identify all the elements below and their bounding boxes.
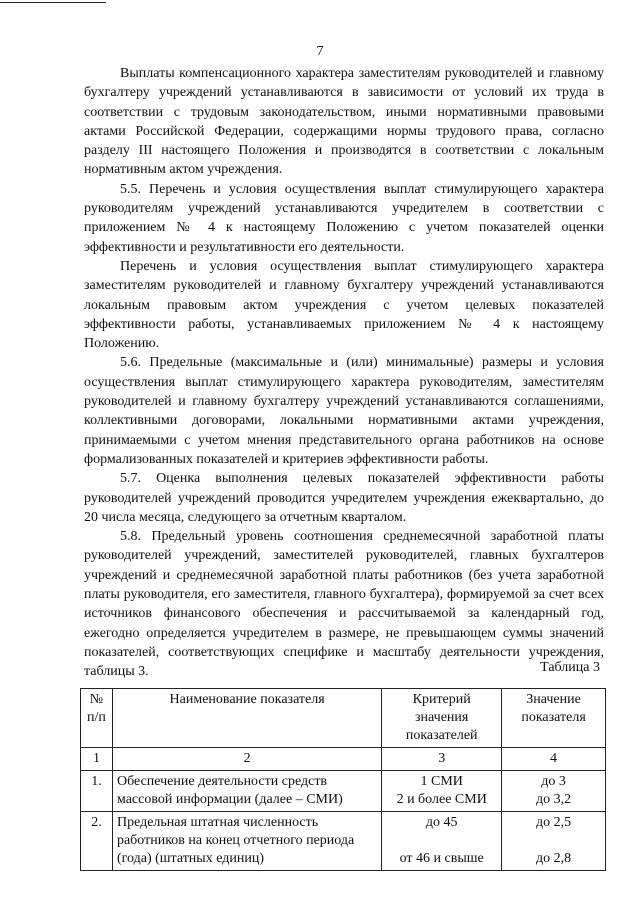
value-item: до 2,5 — [535, 815, 572, 830]
col-number: 3 — [382, 748, 502, 771]
row-values — [502, 812, 606, 871]
col-number: 1 — [81, 748, 113, 771]
values-stack — [506, 814, 601, 868]
header-name: Наименование показателя — [112, 689, 381, 748]
table-caption: Таблица 3 — [540, 660, 600, 675]
paragraph-stimulus-deputies: Перечень и условия осуществления выплат стимулирующего характера заместителям руководителей и главному бухгалтеру учреждений устанавливаются локальным правовым актом учреждения с учетом целевых показателей эффективности работы, устанавливаемых приложением № 4 к настоящему Положению. — [84, 258, 604, 352]
row-name: Предельная штатная численность работников на конец отчетного периода (года) (штатных единиц) — [112, 812, 381, 871]
header-value: Значение показателя — [502, 689, 606, 748]
table-header-row — [81, 689, 606, 748]
header-criteria: Критерий значения показателей — [382, 689, 502, 748]
criteria-item: до 45 — [425, 815, 458, 830]
criteria-item: 2 и более СМИ — [396, 792, 487, 807]
row-number: 2. — [81, 812, 113, 871]
row-values — [502, 771, 606, 812]
table-column-numbers-row — [81, 748, 606, 771]
row-criteria — [382, 812, 502, 871]
criteria-item: от 46 и свыше — [399, 851, 484, 866]
row-name: Обеспечение деятельности средств массовой информации (далее – СМИ) — [112, 771, 381, 812]
col-number: 4 — [502, 748, 606, 771]
header-num: № п/п — [81, 689, 113, 748]
value-item: до 3,2 — [535, 792, 572, 807]
criteria-stack — [386, 814, 497, 868]
table-row — [81, 812, 606, 871]
col-number: 2 — [112, 748, 381, 771]
paragraph-5-7: 5.7. Оценка выполнения целевых показателей эффективности работы руководителей учреждений проводится учредителем учреждения ежеквартально, до 20 числа месяца, следующего за отчетным кварталом. — [84, 471, 604, 525]
table-row — [81, 771, 606, 812]
document-body — [84, 64, 604, 682]
top-rule — [0, 2, 106, 3]
row-number: 1. — [81, 771, 113, 812]
value-item: до 2,8 — [535, 851, 572, 866]
row-criteria — [382, 771, 502, 812]
value-item: до 3 — [541, 774, 566, 789]
page-number: 7 — [316, 44, 324, 59]
paragraph-5-6: 5.6. Предельные (максимальные и (или) минимальные) размеры и условия осуществления выплат стимулирующего характера руководителям, заместителям руководителей и главному бухгалтеру учреждений устанавливаются соглашениями, коллективными договорами, локальными нормативными актами учреждения, принимаемыми с учетом мнения представительного органа работников на основе формализованных показателей и критериев эффективности работы. — [84, 355, 604, 467]
indicator-table — [80, 688, 606, 871]
criteria-item: 1 СМИ — [420, 774, 463, 789]
paragraph-compensation: Выплаты компенсационного характера заместителям руководителей и главному бухгалтеру учреждений устанавливаются в зависимости от условий их труда в соответствии с трудовым законодательством, иными нормативными правовыми актами Российской Федерации, содержащими нормы трудового права, согласно разделу III настоящего Положения и производятся в соответствии с локальным нормативным актом учреждения. — [84, 66, 604, 178]
paragraph-5-5: 5.5. Перечень и условия осуществления выплат стимулирующего характера руководителям учреждений устанавливаются учредителем в соответствии с приложением № 4 к настоящему Положению с учетом показателей оценки эффективности и результативности его деятельности. — [84, 181, 604, 255]
paragraph-5-8: 5.8. Предельный уровень соотношения среднемесячной заработной платы руководителей учреждений, заместителей руководителей, главных бухгалтеров учреждений и среднемесячной заработной платы работников (без учета заработной платы руководителя, его заместителя, главного бухгалтера), формируемой за счет всех источников финансового обеспечения и рассчитываемой за календарный год, ежегодно определяется учредителем в размере, не превышающем суммы значений показателей, соответствующих специфике и масштабу деятельности учреждения, таблицы 3. — [84, 529, 604, 680]
